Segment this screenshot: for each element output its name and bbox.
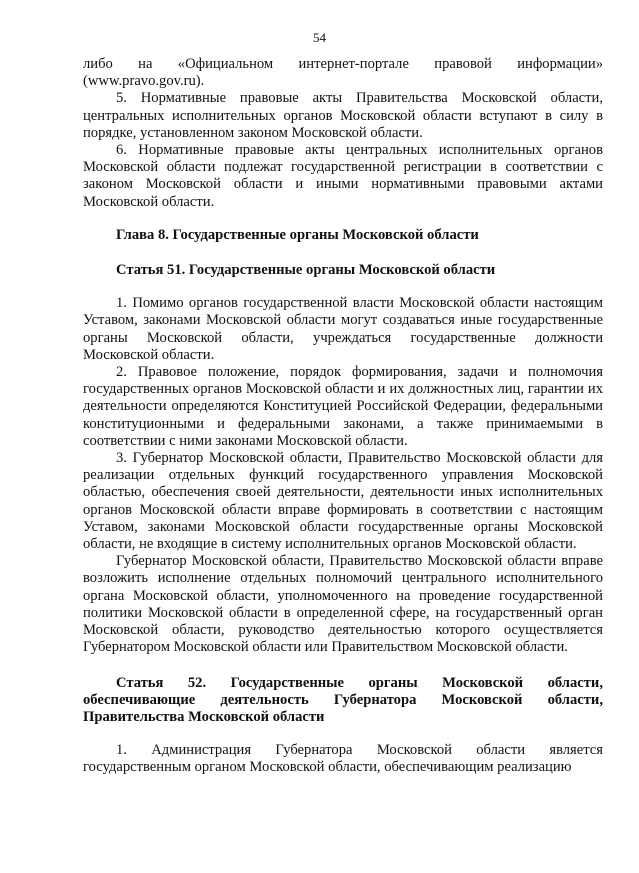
- article-52-heading: Статья 52. Государственные органы Московской области, обеспечивающие деятельность Губернатора Московской области, Правительства Московской области: [83, 674, 603, 725]
- article-51-heading: Статья 51. Государственные органы Московской области: [116, 262, 496, 279]
- article-51-part-3-cont: Губернатор Московской области, Правительство Московской области вправе возложить исполнение отдельных полномочий центрального исполнительного органа Московской области, уполномоченного на проведение государственной политики Московской области в определенной сфере, на государственный орган Московской области, руководство деятельностью которого осуществляется Губернатором Московской области или Правительством Московской области.: [83, 553, 603, 656]
- article-51-part-1: 1. Помимо органов государственной власти Московской области настоящим Уставом, законами Московской области могут создаваться иные государственные органы Московской области, учреждаться государственные должности Московской области.: [83, 295, 603, 363]
- paragraph-continuation: либо на «Официальном интернет-портале правовой информации» (www.pravo.gov.ru).: [83, 56, 603, 90]
- paragraph-item-5: 5. Нормативные правовые акты Правительства Московской области, центральных исполнительных органов Московской области вступают в силу в порядке, установленном законом Московской области.: [83, 90, 603, 141]
- document-body: [83, 56, 603, 777]
- paragraph-item-6: 6. Нормативные правовые акты центральных исполнительных органов Московской области подлежат государственной регистрации в соответствии с законом Московской области и иными нормативными правовыми актами Московской области.: [83, 142, 603, 210]
- page-number: 54: [313, 30, 326, 45]
- article-51-part-2: 2. Правовое положение, порядок формирования, задачи и полномочия государственных органов Московской области и их должностных лиц, гарантии их деятельности определяются Конституцией Российской Федерации, федеральными конституционными и федеральными законами, а также принимаемыми в соответствии с ними законами Московской области.: [83, 364, 603, 449]
- article-51-part-3: 3. Губернатор Московской области, Правительство Московской области для реализации отдельных функций государственного управления Московской областью, обеспечения своей деятельности, деятельности иных исполнительных органов Московской области вправе формировать в соответствии с настоящим Уставом, законами Московской области государственные органы Московской области, не входящие в систему исполнительных органов Московской области.: [83, 450, 603, 553]
- chapter-heading: Глава 8. Государственные органы Московской области: [116, 226, 479, 243]
- article-52-part-1: 1. Администрация Губернатора Московской области является государственным органом Московской области, обеспечивающим реализацию: [83, 742, 603, 776]
